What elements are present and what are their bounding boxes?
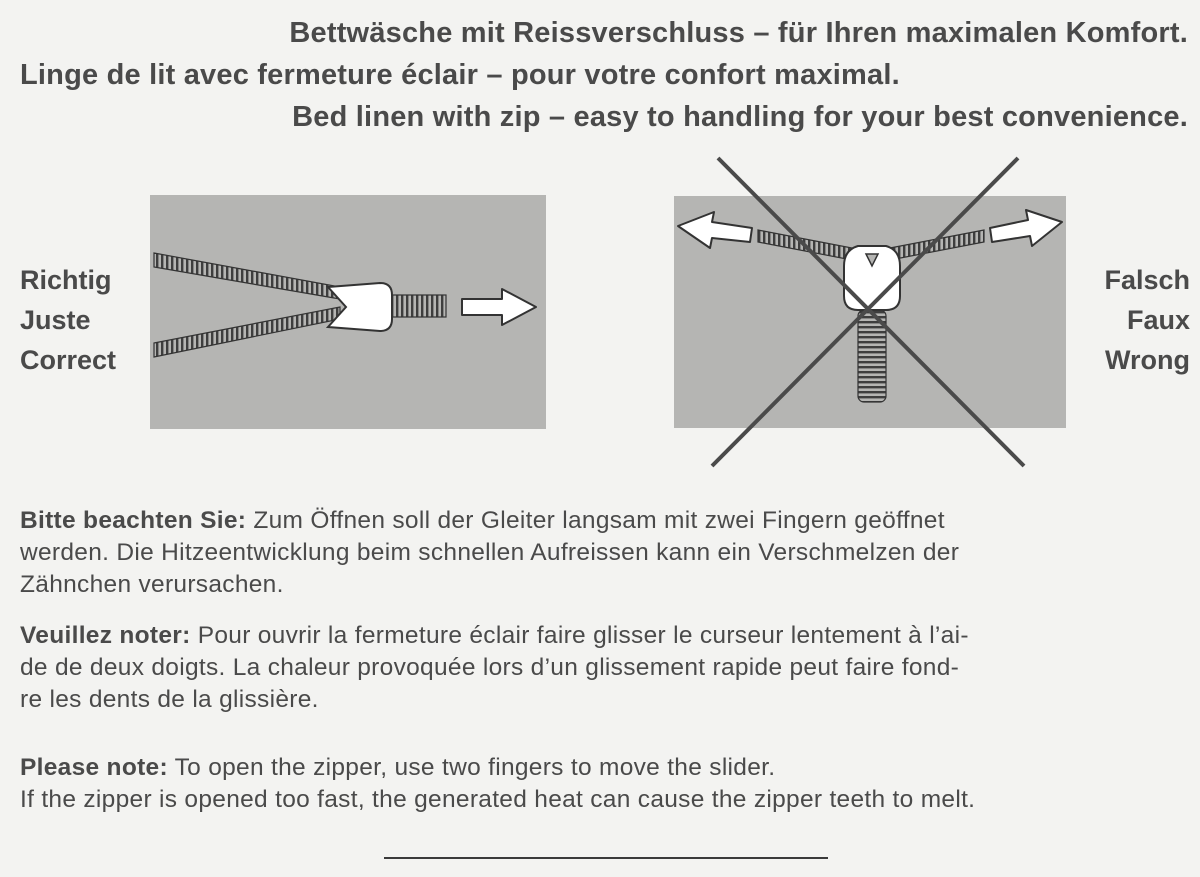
note-de-lead: Bitte beachten Sie:: [20, 507, 247, 534]
zipper-teeth-closed: [388, 295, 446, 317]
note-en-line-1: [20, 752, 1192, 784]
note-fr-text-1: Pour ouvrir la fermeture éclair faire glisser le curseur lentement à l’ai-: [197, 622, 969, 649]
wrong-label-group: [1104, 260, 1190, 380]
note-de-line-2: werden. Die Hitzeentwicklung beim schnellen Aufreissen kann ein Verschmelzen der: [20, 539, 960, 566]
note-fr-lead: Veuillez noter:: [20, 622, 191, 649]
correct-label-group: [20, 260, 116, 380]
wrong-label-en: Wrong: [1105, 345, 1190, 375]
bottom-divider: [384, 857, 828, 859]
note-de-line-3: Zähnchen verursachen.: [20, 571, 284, 598]
note-de-line-1: [20, 505, 1192, 537]
wrong-label-fr: Faux: [1126, 305, 1190, 335]
correct-label-de: Richtig: [20, 265, 112, 295]
note-english: [20, 752, 1192, 816]
note-german: [20, 505, 1192, 601]
correct-label-en: Correct: [20, 345, 117, 375]
note-en-line-2: If the zipper is opened too fast, the generated heat can cause the zipper teeth to melt.: [20, 786, 976, 813]
headline-english: Bed linen with zip – easy to handling for your best convenience.: [292, 101, 1188, 133]
wrong-label-de: Falsch: [1104, 265, 1190, 295]
note-fr-line-3: re les dents de la glissière.: [20, 686, 319, 713]
note-en-text-1: To open the zipper, use two fingers to move the slider.: [174, 754, 776, 781]
correct-label-fr: Juste: [20, 305, 91, 335]
note-en-lead: Please note:: [20, 754, 168, 781]
wrong-zipper-diagram: [672, 150, 1072, 472]
note-fr-line-1: [20, 620, 1192, 652]
note-fr-line-2: de de deux doigts. La chaleur provoquée lors d’un glissement rapide peut faire fond-: [20, 654, 960, 681]
note-de-text-1: Zum Öffnen soll der Gleiter langsam mit zwei Fingern geöffnet: [253, 507, 945, 534]
headline-french: Linge de lit avec fermeture éclair – pour votre confort maximal.: [20, 59, 900, 91]
note-french: [20, 620, 1192, 716]
correct-zipper-diagram: [150, 195, 546, 429]
headline-german: Bettwäsche mit Reissverschluss – für Ihren maximalen Komfort.: [289, 17, 1188, 49]
